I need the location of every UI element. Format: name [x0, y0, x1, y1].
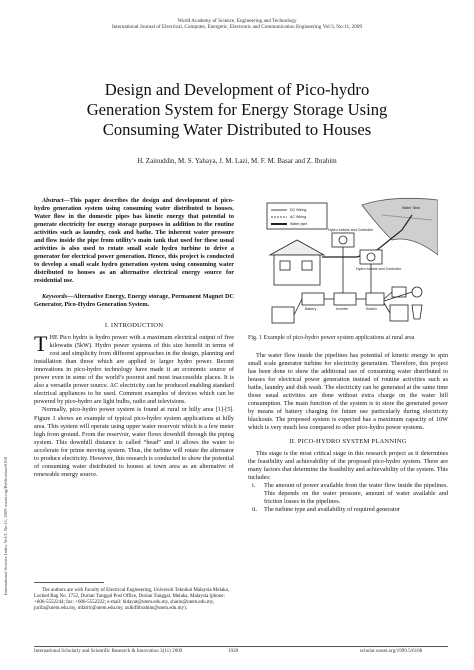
label-battery: Battery — [305, 307, 317, 311]
label-inverter: Inverter — [336, 307, 349, 311]
header-line-1: World Academy of Science, Engineering and Technology — [177, 18, 297, 24]
header-line-2: International Journal of Electrical, Computer, Energetic, Electronic and Communication Engineering Vol:3, No:11, 2009 — [111, 24, 363, 31]
intro-paragraph-2: Normally, pico-hydro power system is found at rural or hilly area [1]-[5]. Figure 1 shows an example of typical pico-hydro system applications at hilly area. This system will operate using upper water reservoir which is a few meter high from ground. From the reservoir, water flows downhill through the piping system. This downhill distance is called “head” and it allows the water to accelerate for prime moving system. Thus, the turbine will rotate the alternator to produce electricity. However, this research is conducted to show the potential of consuming water distributed to houses at town area as an alternative of renewable energy source. — [34, 406, 234, 478]
section-heading-planning: II. PICO-HYDRO SYSTEM PLANNING — [289, 438, 407, 446]
title-line-2: Generation System for Energy Storage Using — [86, 100, 388, 119]
label-turbine-1: Hydro turbine and Controller — [328, 228, 374, 232]
list-item — [248, 482, 448, 506]
paper-title — [40, 80, 434, 140]
title-line-3: Consuming Water Distributed to Houses — [102, 120, 372, 139]
list-item-text: The amount of power available from the water flow inside the pipelines. This depends on the water pressure, amount of water available and friction losses in the pipelines. — [264, 481, 448, 505]
drop-cap: T — [34, 331, 48, 357]
keywords — [34, 293, 234, 309]
list-item-number: i. — [252, 481, 256, 489]
legend-dc-wiring: DC Wiring — [290, 208, 307, 212]
figure-1 — [262, 195, 438, 330]
keywords-label: Keywords — [42, 293, 67, 300]
abstract-label: Abstract — [42, 197, 64, 204]
footer-rule — [34, 646, 448, 647]
label-switch: Switch — [366, 307, 377, 311]
label-turbine-2: Hydro turbine and Controller — [356, 267, 402, 271]
label-water-tank: Water Tank — [402, 206, 420, 210]
figure-1-diagram — [262, 195, 438, 330]
title-line-1: Design and Development of Pico-hydro — [104, 80, 370, 99]
page-number: 1928 — [228, 648, 239, 654]
factor-list — [248, 482, 448, 514]
abstract — [34, 197, 234, 286]
footer-right: scholar.waset.org/1999.5/6168 — [360, 648, 423, 654]
keywords-text: —Alternative Energy, Energy storage, Permanent Magnet DC Generator, Pico-Hydro Generation System. — [34, 293, 234, 309]
footnote-rule — [34, 582, 104, 583]
right-paragraph-1: The water flow inside the pipelines has potential of kinetic energy to spin small scale generator turbine for electricity generation. Therefore, this project has been done to show the additional use of consuming water distributed to houses for electrical power generation instead of routine activities such as bathe, laundry and dish wash. The electricity can be generated at the same time those usual activities are done without extra charge on the water bill consumption. The main function of the system is to store the generated power by means of battery charging for future use particularly during electricity blackouts. The proposed system is expected has a maximum capacity of 10W which is very much less compared to other pico-hydro power systems. — [248, 352, 448, 432]
legend-water-pipe: Water pipe — [290, 222, 308, 226]
footer-left: International Scholarly and Scientific Research & Innovation 3(11) 2009 — [34, 648, 183, 654]
author-list: H. Zainuddin, M. S. Yahaya, J. M. Lazi, M. F. M. Basar and Z. Ibrahim — [137, 157, 337, 165]
legend-ac-wiring: AC Wiring — [290, 215, 307, 219]
right-column — [248, 352, 448, 514]
section-heading-introduction: I. INTRODUCTION — [104, 322, 164, 329]
abstract-text: —This paper describes the design and development of pico-hydro generation system using consuming water distributed to houses. Water flow in the domestic pipes has kinetic energy that potential to generate electricity for energy storage purposes in addition to the routine activities such as laundry, cook and bathe. The inherent water pressure and flow inside the pipe from utility’s main tank that used for these usual activities is also used to rotate small scale hydro turbine to drive a generator for electrical power generation. Hence, this project is conducted to develop a small scale hydro generation system using consuming water distributed to houses as an alternative electrical energy source for residential use. — [34, 197, 234, 285]
author-footnote — [34, 588, 234, 612]
journal-header — [0, 18, 474, 31]
figure-1-caption: Fig. 1 Example of pico-hydro power system applications at rural area — [248, 335, 415, 341]
list-item-number: ii. — [252, 505, 258, 513]
intro-paragraph-1: HE Pico hydro is hydro power with a maximum electrical output of five kilowatts (5kW). Hydro power systems of this size benefit in terms of cost and simplicity from different approaches in the design, planning and installation than those which are applied to larger hydro power. Recent innovations in pico-hydro technology have made it an economic source of power even in some of the world’s poorest and most inaccessible places. It is also a versatile power source. AC electricity can be produced enabling standard electrical appliances to be used. Common examples of devices which can be powered by pico-hydro are light bulbs, radio and televisions. — [34, 334, 234, 406]
footnote-text: The authors are with Faculty of Electrical Engineering, Universiti Teknikal Malaysia Melaka, Locked Bag No. 1752, Durian Tunggal Post Office, Durian Tunggal, Melaka, Malaysia (phone: +606-5552244; fax: +606-5552222; e-mail: hidayat@utem.edu.my, sharin@utem.edu.my, jurifa@utem.edu.my, mfarrir@utem.edu.my, zulkiflibrahim@utem.edu.my). — [34, 588, 230, 612]
introduction-section — [34, 322, 234, 479]
right-paragraph-2: This stage is the most critical stage in this research project as it determines the feasibility and achievability of the proposed pico-hydro system. There are many factors that determine the feasibility and achievability of the system. This includes: — [248, 449, 448, 481]
list-item — [248, 506, 448, 514]
list-item-text: The turbine type and availability of required generator — [264, 505, 400, 513]
side-index-text: International Science Index Vol:3, No:11, 2009 waset.org/Publication/6168 — [3, 456, 8, 595]
side-index-strip — [3, 235, 11, 595]
